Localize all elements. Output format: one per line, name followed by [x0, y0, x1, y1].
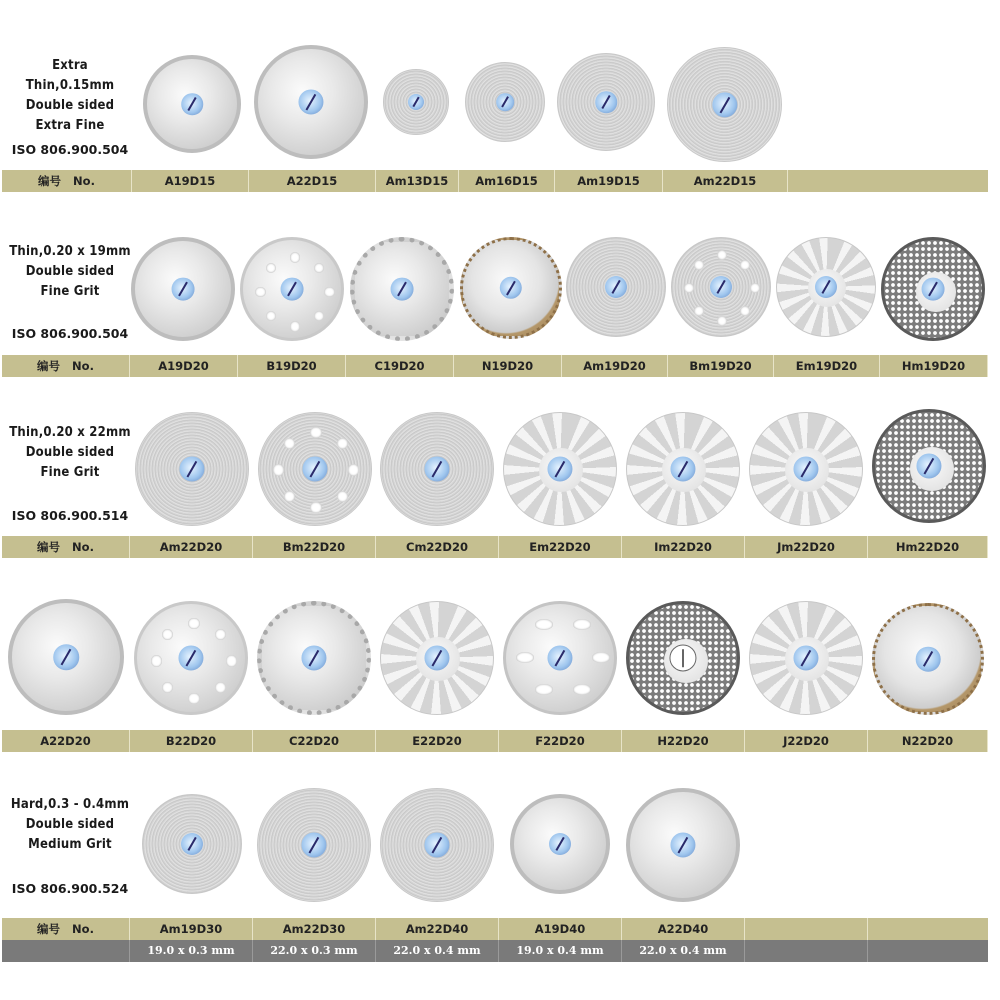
disc-image [465, 62, 545, 142]
iso-code: ISO 806.900.514 [11, 508, 129, 523]
section-description [6, 242, 134, 302]
disc-image [749, 412, 863, 526]
product-code-bar [2, 355, 988, 377]
disc-image [380, 788, 494, 902]
section-description [6, 56, 134, 136]
disc-hole [740, 260, 750, 270]
product-code: Am19D30 [130, 918, 253, 940]
product-code: Cm22D20 [376, 536, 499, 558]
product-code: Am19D20 [562, 355, 668, 377]
disc-image [258, 412, 372, 526]
disc-hole [717, 316, 727, 326]
disc-image [557, 53, 655, 151]
label-no: No. [72, 359, 94, 373]
product-code: Am16D15 [459, 170, 555, 192]
product-code: Hm19D20 [880, 355, 988, 377]
disc-image [142, 794, 242, 894]
disc-hole [151, 655, 162, 666]
disc-hole [215, 629, 226, 640]
disc-image [380, 412, 494, 526]
disc-hole [188, 618, 199, 629]
size-value: 22.0 x 0.4 mm [622, 940, 745, 962]
disc-hole [348, 464, 359, 475]
disc-hole [290, 321, 300, 331]
disc-hole [750, 283, 760, 293]
disc-hole [215, 682, 226, 693]
disc-hole [694, 306, 704, 316]
disc-hole [516, 652, 534, 663]
disc-image [134, 601, 248, 715]
disc-image [503, 412, 617, 526]
disc-image [626, 601, 740, 715]
product-code: Am22D20 [130, 536, 253, 558]
disc-hole [337, 491, 348, 502]
size-value: 19.0 x 0.3 mm [130, 940, 253, 962]
label-cn: 编号 [37, 359, 61, 373]
product-code: E22D20 [376, 730, 499, 752]
disc-hole [266, 311, 276, 321]
empty-cell [745, 940, 868, 962]
product-code: A22D20 [2, 730, 130, 752]
section-line-3: Fine Grit [40, 284, 100, 299]
disc-image [667, 47, 782, 162]
disc-hole [310, 427, 321, 438]
label-cn: 编号 [37, 540, 61, 554]
disc-image [776, 237, 876, 337]
product-code: N19D20 [454, 355, 562, 377]
disc-hole [310, 502, 321, 513]
code-header-cell [2, 170, 132, 192]
label-no: No. [72, 540, 94, 554]
section-description [6, 795, 134, 855]
disc-hole [740, 306, 750, 316]
label-no: No. [73, 174, 95, 188]
disc-image [872, 603, 984, 715]
disc-image [881, 237, 985, 341]
section-line-2: Double sided [25, 98, 115, 113]
size-value: 19.0 x 0.4 mm [499, 940, 622, 962]
disc-hole [573, 684, 591, 695]
disc-hole [255, 287, 265, 297]
disc-image [240, 237, 344, 341]
size-value: 22.0 x 0.3 mm [253, 940, 376, 962]
label-cn: 编号 [38, 174, 62, 188]
disc-image [749, 601, 863, 715]
disc-hole [717, 250, 727, 260]
product-code: H22D20 [622, 730, 745, 752]
product-code: Em19D20 [774, 355, 880, 377]
label-no: No. [72, 922, 94, 936]
product-code: C19D20 [346, 355, 454, 377]
label-cn: 编号 [37, 922, 61, 936]
product-code-bar [2, 170, 988, 192]
disc-image [503, 601, 617, 715]
disc-hole [314, 263, 324, 273]
disc-image [257, 788, 371, 902]
code-header-cell [2, 355, 130, 377]
product-code: B19D20 [238, 355, 346, 377]
disc-hole [284, 491, 295, 502]
disc-hole [284, 438, 295, 449]
product-code-bar [2, 918, 988, 940]
disc-hole [694, 260, 704, 270]
section-line-2: Double sided [25, 817, 115, 832]
section-line-3: Fine Grit [40, 465, 100, 480]
product-code: Bm19D20 [668, 355, 774, 377]
product-code: Am22D30 [253, 918, 376, 940]
code-header-cell [2, 918, 130, 940]
product-code: N22D20 [868, 730, 988, 752]
product-code: Hm22D20 [868, 536, 988, 558]
product-code: Em22D20 [499, 536, 622, 558]
disc-hole [273, 464, 284, 475]
disc-hole [684, 283, 694, 293]
product-code-bar [2, 536, 988, 558]
product-code: Am19D15 [555, 170, 663, 192]
disc-hole [573, 619, 591, 630]
iso-code: ISO 806.900.524 [11, 881, 129, 896]
size-header-cell [2, 940, 130, 962]
product-code: Am22D15 [663, 170, 788, 192]
disc-hole [535, 684, 553, 695]
section-line-1: Thin,0.20 x 22mm [9, 425, 131, 440]
disc-image [872, 409, 986, 523]
disc-image [510, 794, 610, 894]
size-bar [2, 940, 988, 962]
product-code: A19D40 [499, 918, 622, 940]
product-code: A22D40 [622, 918, 745, 940]
disc-image [257, 601, 371, 715]
disc-image [671, 237, 771, 337]
product-code: J22D20 [745, 730, 868, 752]
disc-hole [337, 438, 348, 449]
disc-image [566, 237, 666, 337]
section-description [6, 423, 134, 483]
disc-image [626, 788, 740, 902]
disc-image [383, 69, 449, 135]
disc-hole [162, 629, 173, 640]
disc-hole [535, 619, 553, 630]
disc-image [626, 412, 740, 526]
disc-hole [266, 263, 276, 273]
product-code: B22D20 [130, 730, 253, 752]
product-code: Am22D40 [376, 918, 499, 940]
disc-image [135, 412, 249, 526]
product-code: C22D20 [253, 730, 376, 752]
iso-code: ISO 806.900.504 [11, 326, 129, 341]
disc-hole [592, 652, 610, 663]
disc-hole [290, 252, 300, 262]
iso-code: ISO 806.900.504 [11, 142, 129, 157]
section-line-3: Medium Grit [28, 837, 112, 852]
product-code: Jm22D20 [745, 536, 868, 558]
product-code: Am13D15 [376, 170, 459, 192]
product-code-bar [2, 730, 988, 752]
product-code: Im22D20 [622, 536, 745, 558]
empty-cell [745, 918, 868, 940]
code-header-cell [2, 536, 130, 558]
section-line-1: Extra Thin,0.15mm [25, 58, 115, 93]
product-code: A19D20 [130, 355, 238, 377]
product-code: Bm22D20 [253, 536, 376, 558]
product-code: A19D15 [132, 170, 249, 192]
disc-image [131, 237, 235, 341]
disc-image [254, 45, 368, 159]
disc-image [143, 55, 241, 153]
disc-image [460, 237, 562, 339]
disc-hole [162, 682, 173, 693]
disc-hole [226, 655, 237, 666]
disc-image [380, 601, 494, 715]
product-code: F22D20 [499, 730, 622, 752]
disc-hole [324, 287, 334, 297]
disc-mandrel-slot [682, 649, 684, 667]
section-line-3: Extra Fine [35, 118, 105, 133]
disc-image [8, 599, 124, 715]
section-line-1: Thin,0.20 x 19mm [9, 244, 131, 259]
section-line-2: Double sided [25, 264, 115, 279]
size-value: 22.0 x 0.4 mm [376, 940, 499, 962]
product-code: A22D15 [249, 170, 376, 192]
section-line-2: Double sided [25, 445, 115, 460]
disc-image [350, 237, 454, 341]
disc-hole [314, 311, 324, 321]
disc-hole [188, 693, 199, 704]
section-line-1: Hard,0.3 - 0.4mm [10, 797, 130, 812]
